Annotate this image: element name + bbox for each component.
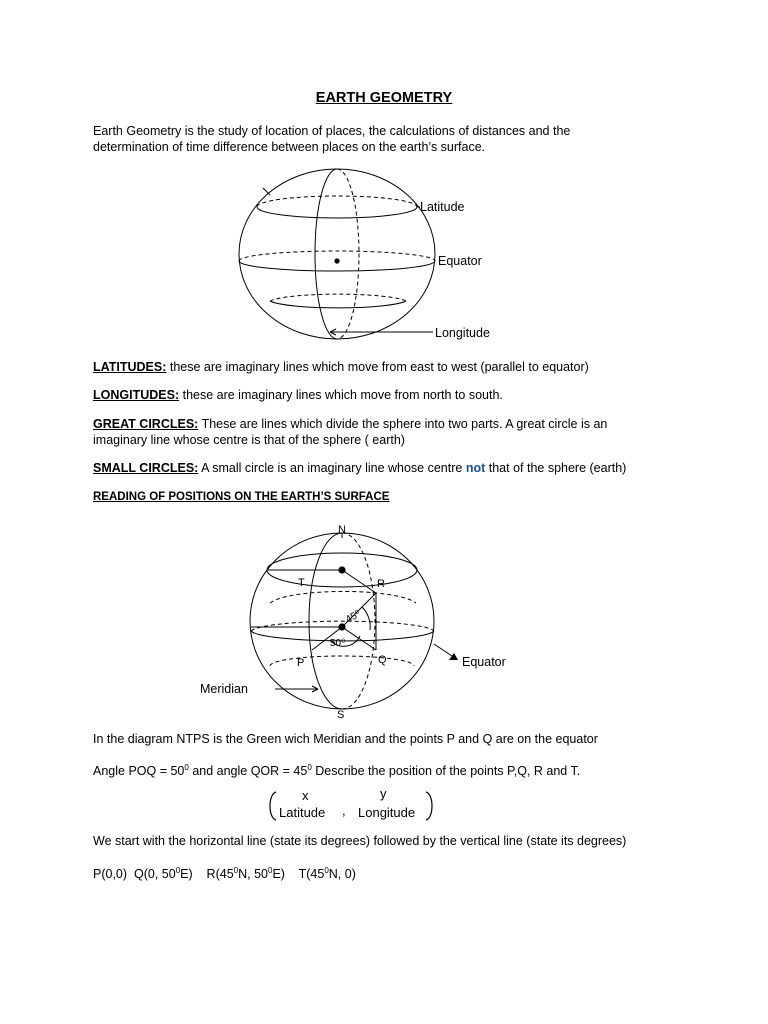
globe-centre-dot bbox=[334, 258, 339, 263]
intro-line-1: Earth Geometry is the study of location of places, the calculations of distances and the bbox=[93, 124, 571, 138]
label-r: R bbox=[377, 578, 385, 590]
great-circles-text-2: imaginary line whose centre is that of the sphere ( earth) bbox=[93, 433, 405, 447]
intro-line-2: determination of time difference between places on the earth’s surface. bbox=[93, 140, 486, 154]
angle-50-label: 50⁰ bbox=[330, 638, 346, 649]
label-t: T bbox=[298, 577, 305, 589]
degree-sup-t: 0 bbox=[324, 866, 329, 875]
label-s: S bbox=[337, 709, 345, 721]
degree-sup-r2: 0 bbox=[267, 866, 273, 875]
degree-sup-r1: 0 bbox=[233, 866, 239, 875]
label-n: N bbox=[338, 524, 346, 536]
great-circles-definition bbox=[93, 417, 708, 432]
coordinate-bracket-figure bbox=[262, 784, 442, 824]
diagram-description: In the diagram NTPS is the Green wich Meridian and the points P and Q are on the equator bbox=[93, 732, 598, 746]
small-circles-definition bbox=[93, 461, 708, 476]
great-circles-term: GREAT CIRCLES: bbox=[93, 417, 199, 431]
angle-description bbox=[93, 760, 708, 779]
page-title: EARTH GEOMETRY bbox=[315, 90, 453, 106]
answer-t: T(45 bbox=[298, 867, 325, 882]
degree-sup-q: 0 bbox=[175, 866, 181, 875]
angle-text-1: Angle POQ = 50 bbox=[93, 764, 185, 779]
small-circles-not: not bbox=[465, 461, 486, 475]
angle-45-label: 45⁰ bbox=[344, 608, 363, 626]
answers-line bbox=[93, 863, 708, 882]
left-bracket bbox=[270, 792, 276, 820]
coord-comma: , bbox=[342, 803, 346, 818]
start-instruction: We start with the horizontal line (state its degrees) followed by the vertical line (state its degrees) bbox=[93, 834, 627, 848]
longitudes-term: LONGITUDES: bbox=[93, 388, 180, 402]
globe-figure bbox=[230, 165, 530, 350]
small-circles-text-a: A small circle is an imaginary line whose centre bbox=[201, 461, 463, 475]
answer-r-mid: N, 50 bbox=[238, 867, 268, 882]
coord-y: y bbox=[380, 786, 387, 801]
answer-p: P(0,0) bbox=[93, 867, 128, 882]
right-bracket bbox=[426, 792, 432, 820]
answer-r-end: E) bbox=[272, 867, 285, 882]
equator-label: Equator bbox=[438, 254, 482, 268]
label-p: P bbox=[297, 657, 305, 669]
positions-figure bbox=[190, 518, 530, 723]
angle-text-3: Describe the position of the points P,Q, R and T. bbox=[311, 764, 581, 779]
section-heading: READING OF POSITIONS ON THE EARTH’S SURFACE bbox=[93, 491, 390, 503]
latitudes-term: LATITUDES: bbox=[93, 360, 167, 374]
coord-latitude: Latitude bbox=[279, 805, 326, 820]
degree-sup-1: 0 bbox=[184, 763, 189, 772]
small-circles-text-b: that of the sphere (earth) bbox=[488, 461, 627, 475]
equator-label-2: Equator bbox=[462, 655, 506, 669]
latitudes-definition bbox=[93, 360, 708, 375]
angle-text-2: and angle QOR = 45 bbox=[188, 764, 308, 779]
degree-sup-2: 0 bbox=[307, 763, 312, 772]
answer-q: Q(0, 50 bbox=[134, 867, 176, 882]
equator-arrow-icon bbox=[449, 653, 458, 660]
answer-t-end: N, 0) bbox=[328, 867, 356, 882]
answer-r: R(45 bbox=[206, 867, 234, 882]
coord-longitude: Longitude bbox=[358, 805, 416, 820]
centre-dot bbox=[338, 623, 345, 630]
longitudes-definition bbox=[93, 388, 708, 403]
latitude-label: Latitude bbox=[420, 200, 465, 214]
longitude-label: Longitude bbox=[435, 326, 490, 340]
label-q: Q bbox=[378, 654, 387, 666]
small-circles-term: SMALL CIRCLES: bbox=[93, 461, 199, 475]
longitudes-text: these are imaginary lines which move from north to south. bbox=[182, 388, 503, 402]
point-top-dot bbox=[338, 566, 345, 573]
coord-x: x bbox=[302, 788, 309, 803]
meridian-label: Meridian bbox=[200, 682, 248, 696]
answer-q-end: E) bbox=[180, 867, 193, 882]
great-circles-text-1: These are lines which divide the sphere into two parts. A great circle is an bbox=[201, 417, 608, 431]
latitudes-text: these are imaginary lines which move from east to west (parallel to equator) bbox=[169, 360, 589, 374]
